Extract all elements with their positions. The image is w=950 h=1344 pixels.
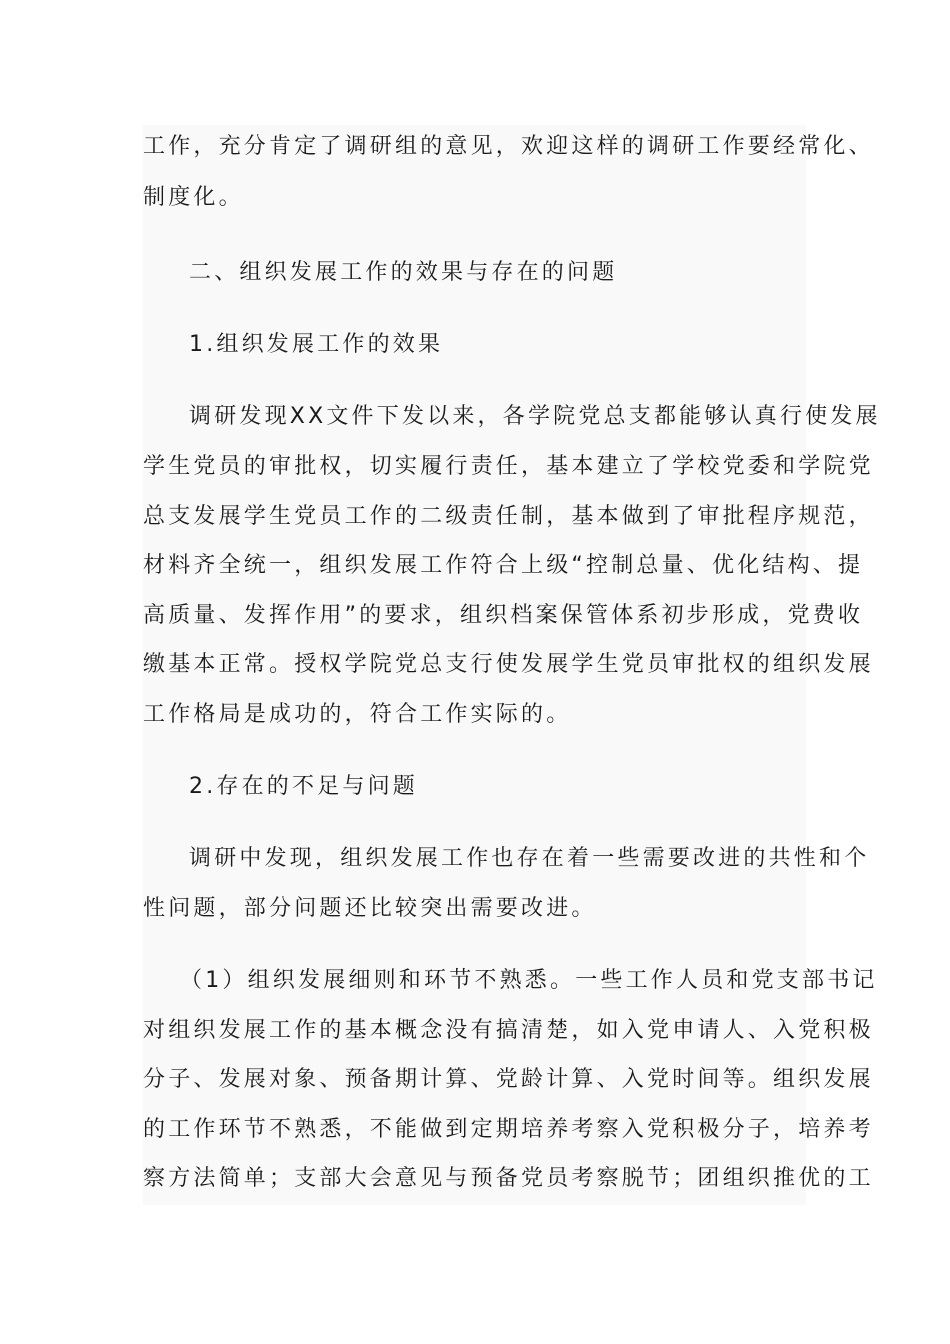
- paragraph-line: 制度化。: [143, 185, 244, 210]
- paragraph-line: 调研发现XX文件下发以来，各学院党总支都能够认真行使发展: [189, 404, 881, 429]
- paragraph-line: （1）组织发展细则和环节不熟悉。一些工作人员和党支部书记: [180, 968, 878, 993]
- paragraph-line: 性问题，部分问题还比较突出需要改进。: [143, 896, 597, 921]
- paragraph-line: 对组织发展工作的基本概念没有搞清楚，如入党申请人、入党积极: [143, 1018, 874, 1043]
- paragraph-line: 学生党员的审批权，切实履行责任，基本建立了学校党委和学院党: [143, 454, 874, 479]
- subsection-heading: 1.组织发展工作的效果: [189, 332, 444, 357]
- paragraph-line: 察方法简单；支部大会意见与预备党员考察脱节；团组织推优的工: [143, 1166, 874, 1191]
- paragraph-line: 缴基本正常。授权学院党总支行使发展学生党员审批权的组织发展: [143, 652, 874, 677]
- paragraph-line: 的工作环节不熟悉，不能做到定期培养考察入党积极分子，培养考: [143, 1117, 874, 1142]
- paragraph-line: 总支发展学生党员工作的二级责任制，基本做到了审批程序规范，: [143, 504, 874, 529]
- paragraph-line: 材料齐全统一，组织发展工作符合上级“控制总量、优化结构、提: [143, 553, 864, 578]
- subsection-heading: 2.存在的不足与问题: [189, 774, 418, 799]
- section-heading: 二、组织发展工作的效果与存在的问题: [189, 260, 618, 285]
- paragraph-line: 高质量、发挥作用”的要求，组织档案保管体系初步形成，党费收: [143, 603, 864, 628]
- document-page: [143, 125, 881, 1205]
- paragraph-line: 工作，充分肯定了调研组的意见，欢迎这样的调研工作要经常化、: [143, 134, 874, 159]
- paragraph-line: 工作格局是成功的，符合工作实际的。: [143, 702, 572, 727]
- paragraph-line: 调研中发现，组织发展工作也存在着一些需要改进的共性和个: [189, 846, 870, 871]
- paragraph-line: 分子、发展对象、预备期计算、党龄计算、入党时间等。组织发展: [143, 1067, 874, 1092]
